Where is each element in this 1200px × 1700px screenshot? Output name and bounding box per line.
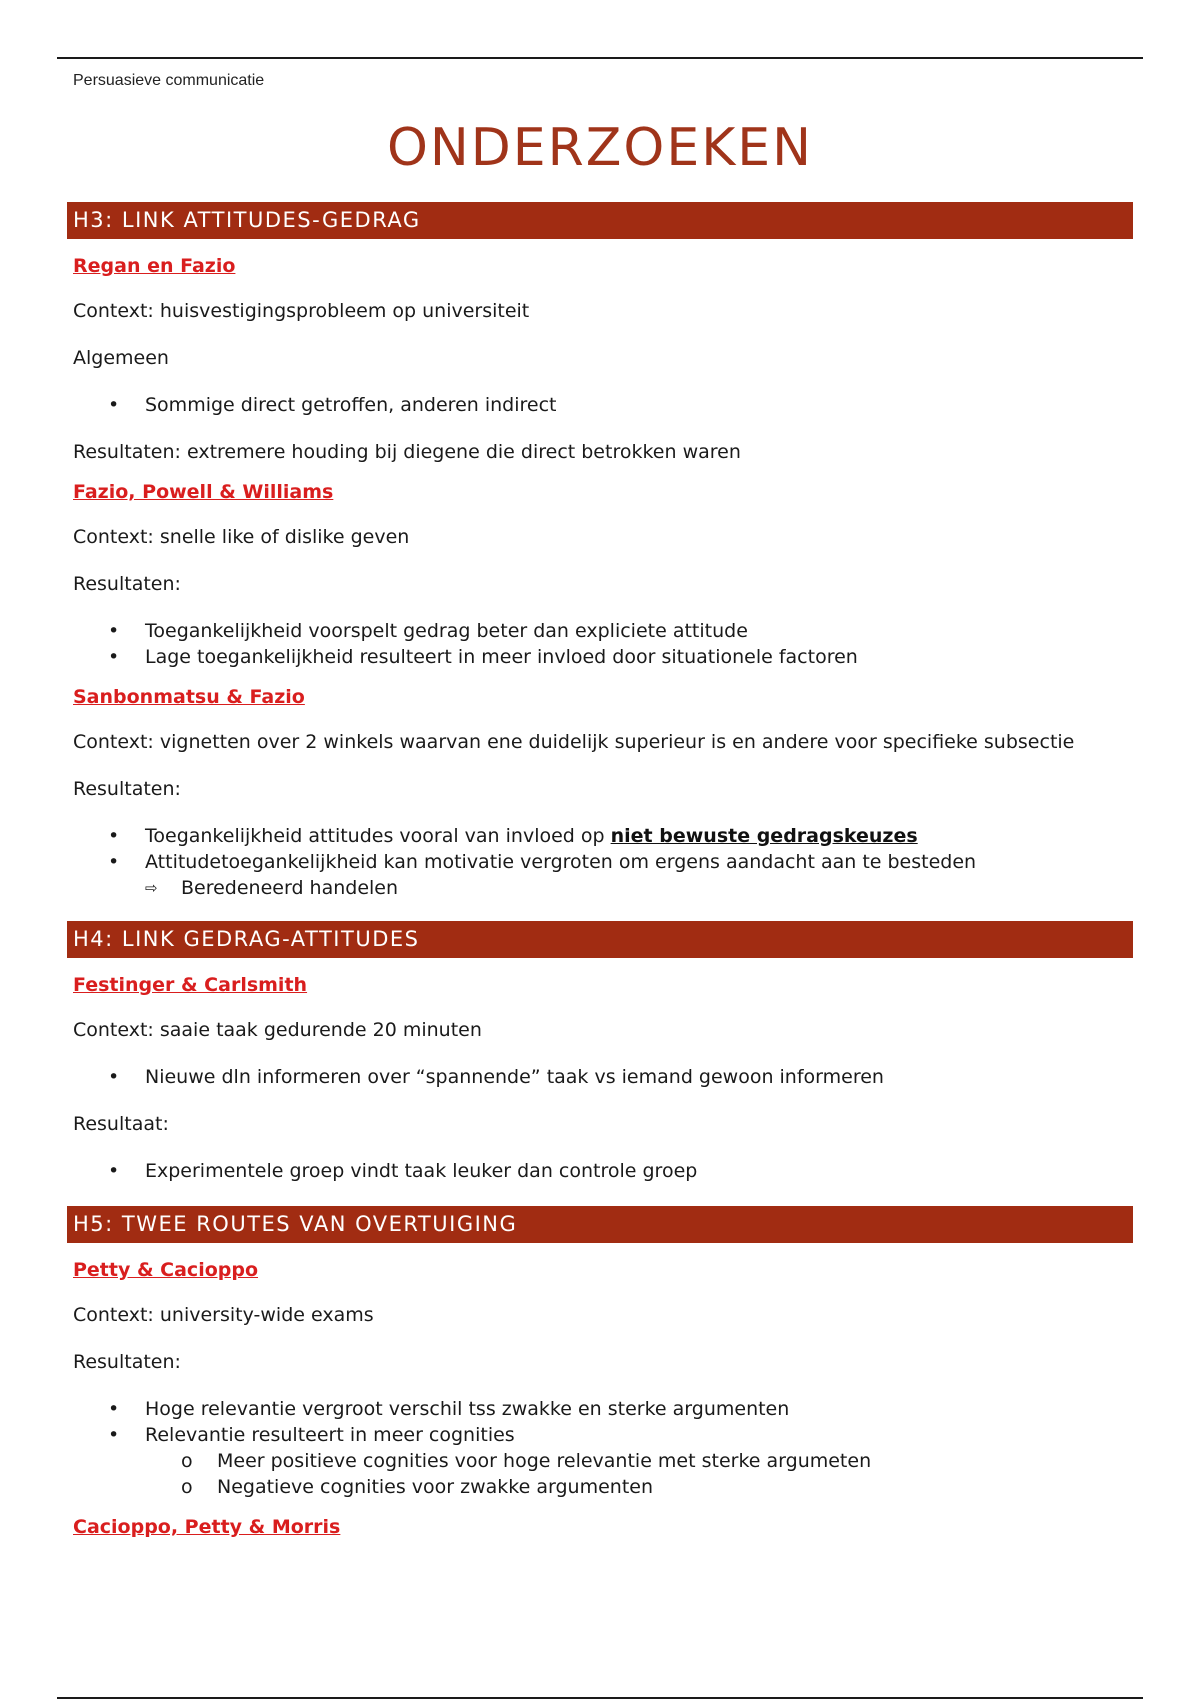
bullet-icon: • <box>108 1066 120 1088</box>
study-context: Context: huisvestigingsprobleem op universiteit <box>73 300 530 322</box>
bullet-list <box>67 1396 1133 1500</box>
arrow-right-icon: ⇨ <box>145 879 158 897</box>
list-item: • Lage toegankelijkheid resulteert in meer invloed door situationele factoren <box>108 646 858 668</box>
bottom-rule <box>57 1697 1143 1699</box>
bullet-icon: • <box>108 851 120 873</box>
section-heading-h4: H4: LINK GEDRAG-ATTITUDES <box>67 921 1133 958</box>
arrow-list <box>145 875 1133 901</box>
section-heading-h3: H3: LINK ATTITUDES-GEDRAG <box>67 202 1133 239</box>
list-item: • Nieuwe dln informeren over “spannende” taak vs iemand gewoon informeren <box>108 1066 884 1088</box>
emphasis-text: niet bewuste gedragskeuzes <box>610 825 918 847</box>
bullet-icon: • <box>108 620 120 642</box>
sub-bullet-list <box>145 1448 1133 1500</box>
study-results: Resultaten: extremere houding bij diegene die direct betrokken waren <box>73 441 741 463</box>
bullet-icon: • <box>108 1160 120 1182</box>
circle-bullet-icon: o <box>181 1476 193 1498</box>
list-item: • Experimentele groep vindt taak leuker dan controle groep <box>108 1160 698 1182</box>
list-item: • Hoge relevantie vergroot verschil tss zwakke en sterke argumenten <box>108 1398 790 1420</box>
results-label: Resultaat: <box>73 1113 169 1135</box>
running-header: Persuasieve communicatie <box>73 72 265 89</box>
section-heading-h5: H5: TWEE ROUTES VAN OVERTUIGING <box>67 1206 1133 1243</box>
study-title-cacioppo: Cacioppo, Petty & Morris <box>73 1516 341 1538</box>
study-context: Context: snelle like of dislike geven <box>73 526 410 548</box>
list-item: o Meer positieve cognities voor hoge relevantie met sterke argumeten <box>181 1450 872 1472</box>
study-context: Context: vignetten over 2 winkels waarvan ene duidelijk superieur is en andere voor specifieke subsectie <box>73 731 1075 753</box>
bullet-list <box>67 1158 1133 1184</box>
list-item: • Relevantie resulteert in meer cognities o Meer positieve cognities voor hoge relevantie met sterke argumeten o Negatieve cognities voor zwakke argumenten <box>145 1422 1133 1500</box>
list-item: ⇨ Beredeneerd handelen <box>145 877 399 899</box>
study-title-regan: Regan en Fazio <box>73 255 236 277</box>
bullet-icon: • <box>108 825 120 847</box>
study-context: Context: saaie taak gedurende 20 minuten <box>73 1019 482 1041</box>
study-title-sanbonmatsu: Sanbonmatsu & Fazio <box>73 686 305 708</box>
list-item: • Attitudetoegankelijkheid kan motivatie vergroten om ergens aandacht aan te besteden ⇨ Beredeneerd handelen <box>145 849 1133 901</box>
document-body <box>67 202 1133 1538</box>
top-rule <box>57 57 1143 59</box>
label-algemeen: Algemeen <box>73 347 169 369</box>
circle-bullet-icon: o <box>181 1450 193 1472</box>
list-item: • Sommige direct getroffen, anderen indirect <box>108 394 557 416</box>
bullet-list <box>67 392 1133 418</box>
study-title-fazio-powell: Fazio, Powell & Williams <box>73 481 334 503</box>
study-context: Context: university-wide exams <box>73 1304 374 1326</box>
bullet-icon: • <box>108 394 120 416</box>
bullet-list <box>67 1064 1133 1090</box>
bullet-icon: • <box>108 1398 120 1420</box>
study-title-festinger: Festinger & Carlsmith <box>73 974 308 996</box>
results-label: Resultaten: <box>73 778 181 800</box>
results-label: Resultaten: <box>73 573 181 595</box>
study-title-petty: Petty & Cacioppo <box>73 1259 259 1281</box>
bullet-list <box>67 823 1133 901</box>
list-item: • Toegankelijkheid attitudes vooral van invloed op niet bewuste gedragskeuzes <box>108 825 918 847</box>
bullet-icon: • <box>108 1424 120 1446</box>
bullet-list <box>67 618 1133 670</box>
page-title: ONDERZOEKEN <box>386 118 814 178</box>
list-item: • Toegankelijkheid voorspelt gedrag beter dan expliciete attitude <box>108 620 748 642</box>
bullet-icon: • <box>108 646 120 668</box>
results-label: Resultaten: <box>73 1351 181 1373</box>
list-item: o Negatieve cognities voor zwakke argumenten <box>181 1476 654 1498</box>
